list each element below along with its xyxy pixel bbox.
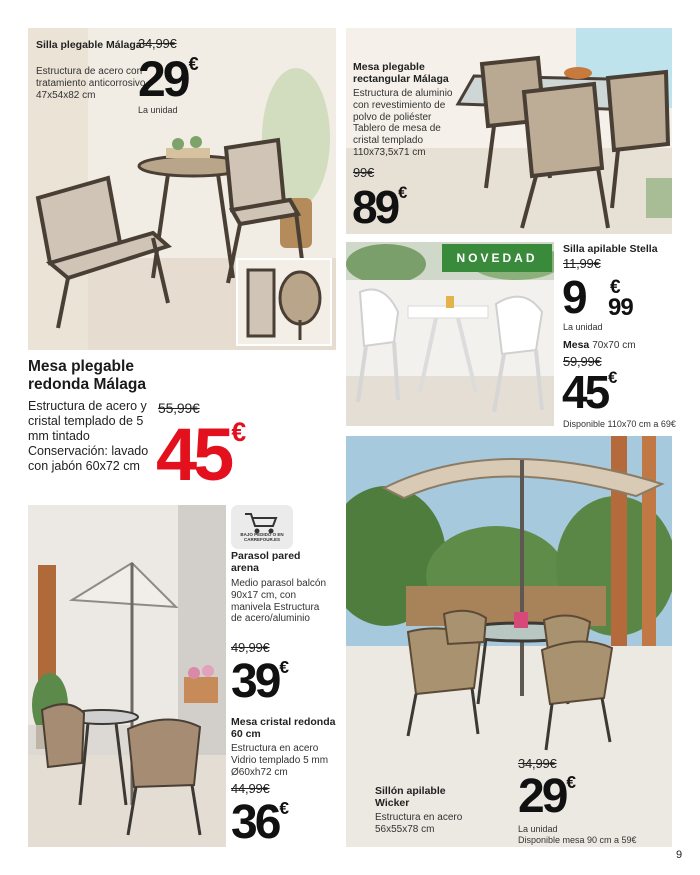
p2-name: Mesa plegable rectangular Málaga [353,61,449,86]
p7-availability-note: Disponible mesa 90 cm a 59€ [518,835,637,845]
p1-price: 29€ [138,51,199,107]
novedad-badge [442,244,552,272]
p1-description: Estructura de acero con tratamiento anticorrosivo 47x54x82 cm [36,66,146,101]
p2-description: Estructura de aluminio con revestimiento de polvo de poliéster Tablero de mesa de cristal templado 110x73,5x71 cm [353,88,453,158]
p7-old-price: 34,99€ [518,756,557,771]
p5-old-price: 49,99€ [231,640,270,655]
photo-wall-parasol [28,505,226,847]
p3-table-price: 45€ [562,366,618,418]
novedad-badge-label: NOVEDAD [456,251,538,265]
p3-table-title: Mesa 70x70 cm [563,339,636,351]
p2-old-price: 99€ [353,165,375,180]
p6-old-price: 44,99€ [231,781,270,796]
p5-price: 39€ [231,655,289,708]
p3-name: Silla apilable Stella [563,243,658,255]
delivery-cart-icon [231,505,293,549]
p5-name: Parasol pared arena [231,550,301,575]
p7-price: 29€ [518,770,576,823]
p2-price: 89€ [352,181,408,233]
p3-price: 9 € 99 [562,271,633,323]
p1-unit-label: La unidad [138,105,178,115]
p4-name: Mesa plegable redonda Málaga [28,358,146,393]
page-number: 9 [676,849,683,861]
inset-folded-set [236,258,332,346]
p7-unit-label: La unidad [518,824,558,834]
p6-description: Estructura en acero Vidrio templado 5 mm Ø60xh72 cm [231,743,329,778]
p4-old-price: 55,99€ [158,400,200,416]
p4-price: 45€ [156,413,247,496]
p7-description: Estructura en acero 56x55x78 cm [375,812,463,835]
p6-price: 36€ [231,796,289,849]
p4-description: Estructura de acero y cristal templado de 5 mm tintado Conservación: lavado con jabón 60x72 cm [28,399,149,473]
p1-name: Silla plegable Málaga [36,39,142,51]
p3-old-price: 11,99€ [563,256,601,271]
delivery-icon-caption: BAJO PEDIDO O EN CARREFOUR.ES [240,532,284,542]
p3-table-old-price: 59,99€ [563,354,602,369]
p1-old-price: 34,99€ [138,36,177,51]
p7-name: Sillón apilable Wicker [375,785,446,810]
p5-description: Medio parasol balcón 90x17 cm, con manivela Estructura de acero/aluminio [231,578,327,625]
p3-availability-note: Disponible 110x70 cm a 69€ [563,419,676,429]
photo-stella-chairs [346,242,554,426]
p6-name: Mesa cristal redonda 60 cm [231,716,336,741]
p3-unit-label: La unidad [563,322,603,332]
